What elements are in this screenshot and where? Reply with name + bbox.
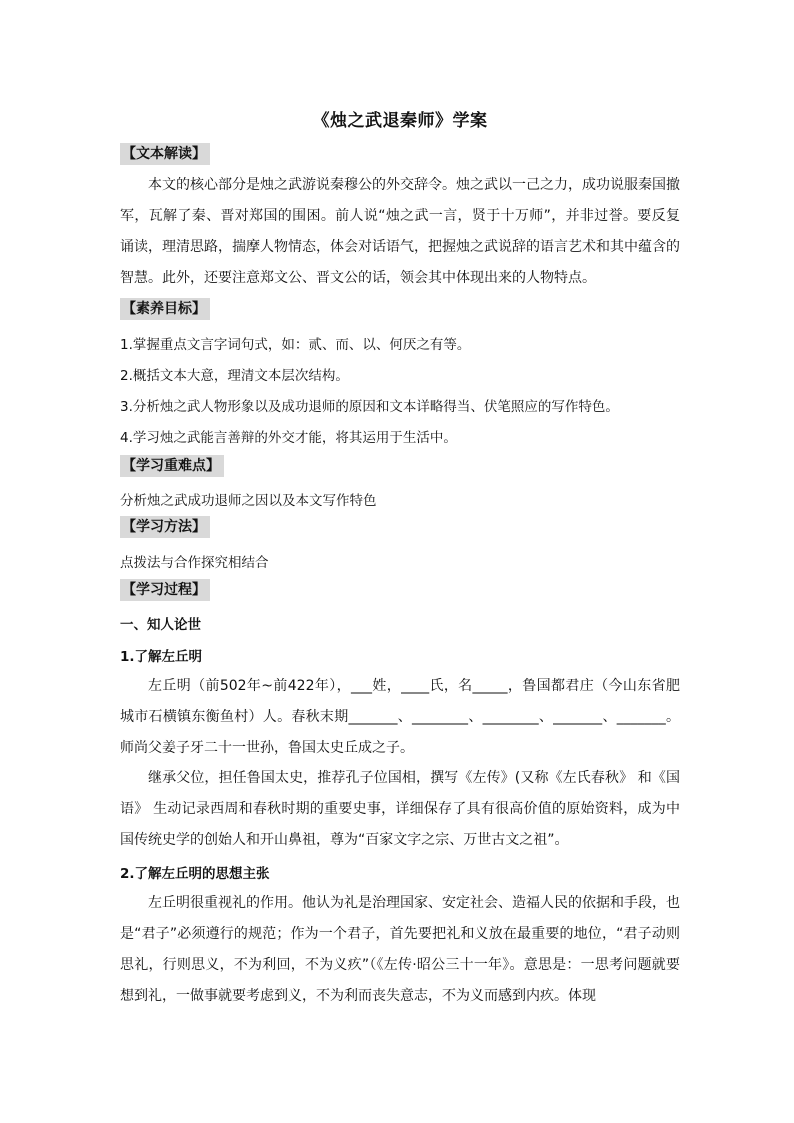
document-title: 《烛之武退秦师》学案 bbox=[312, 111, 488, 131]
goal-item-2: 2.概括文本大意，理清文本层次结构。 bbox=[120, 368, 349, 384]
focus-text: 分析烛之武成功退师之因以及本文写作特色 bbox=[120, 493, 377, 509]
method-text: 点拨法与合作探究相结合 bbox=[120, 555, 269, 571]
goal-item-4: 4.学习烛之武能言善辩的外交才能，将其运用于生活中。 bbox=[120, 430, 457, 446]
reading-paragraph: 本文的核心部分是烛之武游说秦穆公的外交辞令。烛之武以一己之力，成功说服秦国撤军，瓦解了秦、晋对郑国的围困。前人说“烛之武一言，贤于十万师”，并非过誉。要反复诵读，理清思路，揣摩人物情态，体会对话语气，把握烛之武说辞的语言艺术和其中蕴含的智慧。此外，还要注意郑文公、晋文公的话，领会其中体现出来的人物特点。 bbox=[120, 177, 680, 286]
section-header-goals: 【素养目标】 bbox=[120, 298, 210, 320]
subheading-1: 1.了解左丘明 bbox=[120, 649, 203, 665]
section-header-reading: 【文本解读】 bbox=[120, 143, 210, 165]
goal-item-1: 1.掌握重点文言字词句式，如：贰、而、以、何厌之有等。 bbox=[120, 337, 471, 353]
zuoqiuming-bio-paragraph: 左丘明（前502年~前422年），___姓，____氏，名_____，鲁国都君庄（今山东省肥城市石横镇东衡鱼村）人。春秋末期_______、________、________、_______、_______。师尚父姜子牙二十一世孙，鲁国太史丘成之子。 bbox=[120, 678, 680, 756]
thought-paragraph: 左丘明很重视礼的作用。他认为礼是治理国家、安定社会、造福人民的依据和手段，也是“君子”必须遵行的规范；作为一个君子，首先要把礼和义放在最重要的地位，“君子动则思礼，行则思义，不为利回，不为义疚”（《左传·昭公三十一年》。意思是：一思考问题就要想到礼，一做事就要考虑到义，不为利而丧失意志，不为义而感到内疚。体现 bbox=[120, 895, 680, 1004]
zuoqiuming-career-paragraph: 继承父位，担任鲁国太史，推荐孔子位国相，撰写《左传》(又称《左氏春秋》 和《国语》 生动记录西周和春秋时期的重要史事，详细保存了具有很高价值的原始资料，成为中国传统史学的创始人和开山鼻祖，尊为“百家文字之宗、万世古文之祖”。 bbox=[120, 770, 680, 848]
subheading-2: 2.了解左丘明的思想主张 bbox=[120, 866, 270, 882]
section-header-focus: 【学习重难点】 bbox=[120, 455, 224, 477]
part-heading-1: 一、知人论世 bbox=[120, 617, 201, 633]
section-header-method: 【学习方法】 bbox=[120, 516, 210, 538]
goal-item-3: 3.分析烛之武人物形象以及成功退师的原因和文本详略得当、伏笔照应的写作特色。 bbox=[120, 399, 619, 415]
section-header-process: 【学习过程】 bbox=[120, 579, 210, 601]
